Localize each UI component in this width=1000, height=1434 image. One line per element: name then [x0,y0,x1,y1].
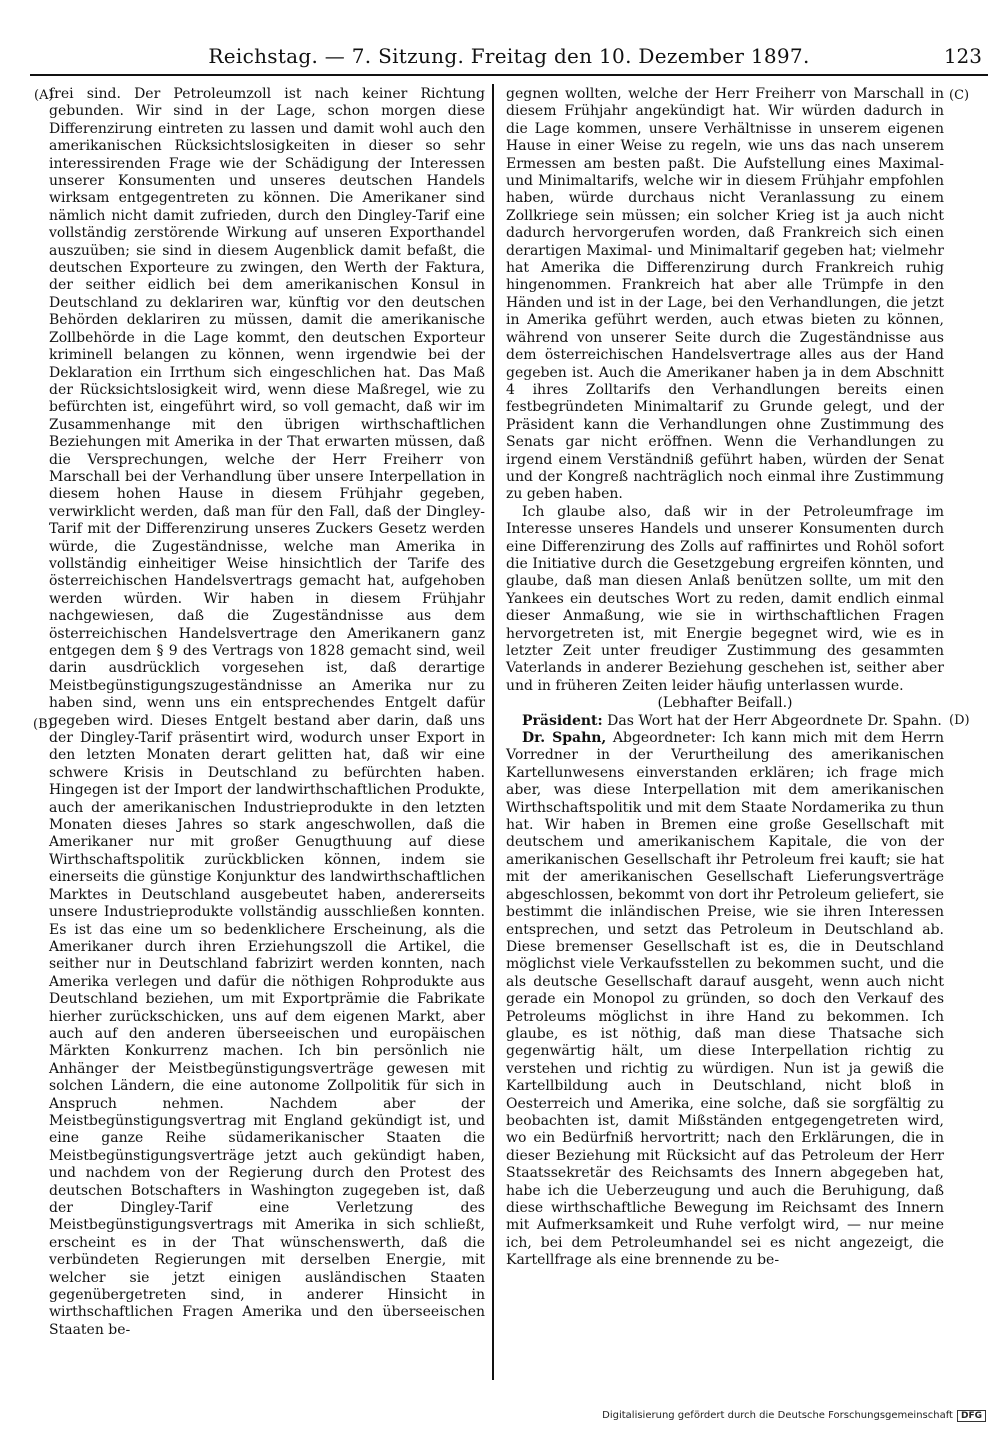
margin-marker-a: (A) [34,88,54,103]
president-label: Präsident: [522,712,603,729]
applause-note: (Lebhafter Beifall.) [657,695,793,712]
left-column [49,86,485,1339]
dfg-logo: DFG [957,1410,986,1422]
credit-text: Digitalisierung gefördert durch die Deutsche Forschungsgemeinschaft [602,1410,953,1421]
column-divider [492,84,494,1380]
page-title: Reichstag. — 7. Sitzung. Freitag den 10. Dezember 1897. [208,44,810,68]
page-header [30,40,988,76]
president-statement [506,713,944,730]
margin-marker-c: (C) [949,88,970,103]
president-text: Das Wort hat der Herr Abgeordnete Dr. Spahn. [607,712,942,729]
spahn-statement [506,730,944,1270]
right-paragraph-2: Ich glaube also, daß wir in der Petroleumfrage im Interesse unseres Handels und unserer Konsumenten durch eine Differenzirung des Zolls auf raffinirtes und Rohöl sofort die Initiative durch die Gesetzgebung ergreifen könnten, und glaube, daß man diesen Anlaß benützen sollte, um mit den Yankees ein deutsches Wort zu reden, damit endlich einmal dieser Anmaßung, wie sie in wirthschaftlichen Fragen hervorgetreten ist, mit Energie begegnet wird, wie es in letzter Zeit unter freudiger Zustimmung des gesammten Vaterlands in anderer Beziehung geschehen ist, seither aber und in früheren Zeiten leider häufig unterlassen wurde. [506,503,944,694]
right-paragraph-1: gegnen wollten, welche der Herr Freiherr von Marschall in diesem Frühjahr angekündigt hat. Wir würden dadurch in die Lage kommen, unsere Verhältnisse in unserem eigenen Hause in einer Weise zu regeln, wie uns das nach unserem Ermessen am besten paßt. Die Aufstellung eines Maximal- und Minimaltarifs, welche wir in diesem Frühjahr empfohlen haben, würde durchaus nicht Veranlassung zu einem Zollkriege sein müssen; ein solcher Krieg ist ja auch nicht dadurch hervorgerufen worden, daß Frankreich sich einen derartigen Maximal- und Minimaltarif gegeben hat; vielmehr hat Amerika die Differenzirung durch Frankreich ruhig hingenommen. Frankreich hat aber alle Trümpfe in den Händen und ist in der Lage, bei den Verhandlungen, die jetzt in Amerika geführt werden, auch etwas bieten zu können, während von unserer Seite durch die Zugeständnisse aus dem österreichischen Handelsvertrage alles aus der Hand gegeben ist. Auch die Amerikaner haben ja in dem Abschnitt 4 ihres Zolltarifs den Verhandlungen bereits einen festbegründeten Minimaltarif zu Grunde gelegt, und der Präsident kann die Verhandlungen ohne Zustimmung des Senats gar nicht eröffnen. Wenn die Verhandlungen zu irgend einem Verständniß geführt haben, würden der Senat und der Kongreß nachträglich noch einmal ihre Zustimmung zu geben haben. [506,86,944,503]
right-column [506,86,944,1270]
margin-marker-d: (D) [949,713,970,728]
spahn-text: Abgeordneter: Ich kann mich mit dem Herrn Vorredner in der Verurtheilung des amerikanischen Kartellunwesens einverstanden erklären; ich frage mich aber, was diese Interpellation mit dem amerikanischen Wirthschaftspolitik und mit dem Staate Nordamerika zu thun hat. Wir haben in Bremen eine große Gesellschaft mit deutschem und amerikanischem Kapitale, die von der amerikanischen Gesellschaft ihr Petroleum frei kauft; sie hat mit der amerikanischen Gesellschaft Lieferungsverträge abgeschlossen, bekommt von dort ihr Petroleum geliefert, sie bestimmt die inländischen Preise, wie sie ihren Interessen entsprechen, und setzt das Petroleum in Deutschland ab. Diese bremenser Gesellschaft ist es, die in Deutschland möglichst viele Verkaufsstellen zu bekommen sucht, und die als deutsche Gesellschaft darauf ausgeht, wenn auch nicht gerade ein Monopol zu gründen, so doch den Verkauf des Petroleums möglichst in ihre Hand zu bekommen. Ich glaube, es ist nöthig, daß man diese Thatsache sich gegenwärtig hält, um diese Interpellation richtig zu verstehen und richtig zu würdigen. Nun ist ja gewiß die Kartellbildung auch in Deutschland, nicht bloß in Oesterreich und Amerika, eine solche, daß sie sorgfältig zu beobachten ist, damit Mißständen entgegengetreten wird, wo ein Bedürfniß hervortritt; nach den Erklärungen, die in dieser Beziehung mit Rücksicht auf das Petroleum der Herr Staatssekretär des Reichsamts des Innern abgegeben hat, habe ich die Ueberzeugung und auch die Beruhigung, daß diese wirthschaftliche Bewegung im Reichsamt des Innern mit Aufmerksamkeit und Ruhe verfolgt wird, — nur meine ich, bei dem Petroleumhandel sei es nicht angezeigt, die Kartellfrage als eine brennende zu be- [506,730,945,1269]
spahn-label: Dr. Spahn, [522,730,607,747]
digitization-credit [602,1410,986,1422]
page-number: 123 [943,44,982,68]
left-paragraph: frei sind. Der Petroleumzoll ist nach keiner Richtung gebunden. Wir sind in der Lage, schon morgen diese Differenzirung eintreten zu lassen und damit wohl auch den amerikanischen Rücksichtslosigkeiten in dieser so sehr interessirenden Frage wie der Schädigung der Interessen unserer Konsumenten und unseres deutschen Handels wirksam entgegentreten zu können. Die Amerikaner sind nämlich nicht damit zufrieden, durch den Dingley-Tarif eine vollständig zerstörende Wirkung auf unseren Exporthandel auszuüben; sie sind in diesem Augenblick damit befaßt, die deutschen Exporteure zu zwingen, den Werth der Faktura, der seither eidlich bei dem amerikanischen Konsul in Deutschland zu deklariren war, künftig vor den deutschen Behörden deklariren zu müssen, damit die amerikanische Zollbehörde in die Lage kommt, den deutschen Exporteur kriminell belangen zu können, wenn irgendwie bei der Deklaration ein Irrthum sich eingeschlichen hat. Das Maß der Rücksichtslosigkeit wird, wenn diese Maßregel, wie zu befürchten ist, eingeführt wird, so voll gemacht, daß wir im Zusammenhange mit den übrigen wirthschaftlichen Beziehungen mit Amerika in der That erwarten müssen, daß die Versprechungen, welche der Herr Freiherr von Marschall bei der Verhandlung über unsere Interpellation in diesem hohen Hause in diesem Frühjahr gegeben, verwirklicht werden, daß man für den Fall, daß der Dingley-Tarif mit der Differenzirung unseres Zuckers Gesetz werden würde, die Zugeständnisse, welche man Amerika in vollständig einheitiger Weise hinsichtlich der Tarife des österreichischen Handelsvertrags gemacht hat, aufgehoben werden würden. Wir haben in diesem Frühjahr nachgewiesen, daß die Zugeständnisse aus dem österreichischen Handelsvertrage den Amerikanern ganz entgegen dem § 9 des Vertrags von 1828 gemacht sind, weil darin ausdrücklich vorgesehen ist, daß derartige Meistbegünstigungszugeständnisse an Amerika nur zu haben sind, wenn uns ein entsprechendes Entgelt dafür gegeben wird. Dieses Entgelt bestand aber darin, daß uns der Dingley-Tarif präsentirt wird, wodurch unser Export in den letzten Monaten derart gelitten hat, daß wir eine schwere Krisis in Deutschland zu befürchten haben. Hingegen ist der Import der landwirthschaftlichen Produkte, auch der amerikanischen Industrieprodukte in den letzten Monaten dieses Jahres so stark angeschwollen, daß die Amerikaner nur mit großer Genugthuung auf diese Wirthschaftspolitik zurückblicken können, indem sie einerseits die günstige Konjunktur des landwirthschaftlichen Marktes in Deutschland ausgebeutet haben, andererseits unsere Industrieprodukte vollständig ausschließen konnten. Es ist das eine um so bedenklichere Erscheinung, als die Amerikaner durch ihren Erziehungszoll die Artikel, die seither nur in Deutschland fabrizirt werden konnten, nach Amerika verlegen und dafür die nöthigen Rohprodukte aus Deutschland beziehen, um mit Exportprämie die Fabrikate hierher zurückschicken, uns auf dem eigenen Markt, aber auch auf den anderen überseeischen und europäischen Märkten Konkurrenz machen. Ich bin persönlich nie Anhänger der Meistbegünstigungsverträge gewesen mit solchen Ländern, die eine autonome Zollpolitik für sich in Anspruch nehmen. Nachdem aber der Meistbegünstigungsvertrag mit England gekündigt ist, und eine ganze Reihe südamerikanischer Staaten die Meistbegünstigungsverträge jetzt auch gekündigt haben, und nachdem von der Regierung durch den Protest des deutschen Botschafters in Washington zugegeben ist, daß der Dingley-Tarif eine Verletzung des Meistbegünstigungsvertrags mit Amerika in sich schließt, erscheint es in der That wünschenswerth, daß die verbündeten Regierungen mit derselben Energie, mit welcher sie jetzt einigen ausländischen Staaten gegenübergetreten sind, in anderer Hinsicht in wirthschaftlichen Fragen Amerika und den überseeischen Staaten be- [49,86,485,1338]
margin-marker-b: (B) [33,717,53,732]
